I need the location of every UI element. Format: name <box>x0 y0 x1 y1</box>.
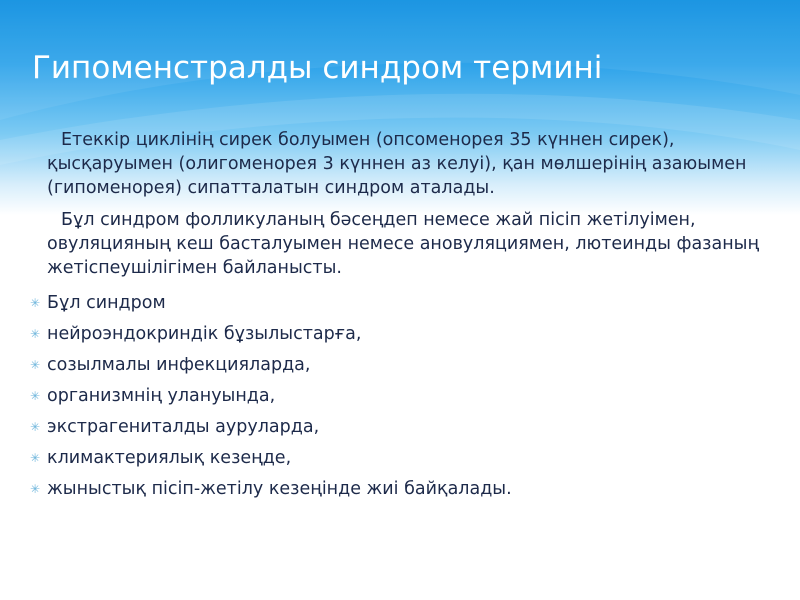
asterisk-icon: ✳ <box>30 389 41 403</box>
list-item-text: климактериялық кезеңде, <box>47 448 292 468</box>
asterisk-icon: ✳ <box>30 358 41 372</box>
paragraph: Бұл синдром фолликуланың бәсеңдеп немесе жай пісіп жетілуімен, овуляцияның кеш басталуымен немесе ановуляциямен, лютеинды фазаның жетіспеушілігімен байланысты. <box>47 210 760 278</box>
list-item-text: Бұл синдром <box>47 293 166 313</box>
list-item <box>30 474 775 505</box>
list-item <box>30 350 775 381</box>
list-item <box>30 319 775 350</box>
bullet-list <box>30 288 775 505</box>
list-item-text: экстрагениталды ауруларда, <box>47 417 320 437</box>
list-item <box>30 381 775 412</box>
list-item <box>30 443 775 474</box>
list-item-text: нейроэндокриндік бұзылыстарға, <box>47 324 362 344</box>
slide-content <box>30 128 775 505</box>
list-item <box>30 412 775 443</box>
slide-title: Гипоменстралды синдром термині <box>32 50 603 86</box>
list-item-text: созылмалы инфекцияларда, <box>47 355 311 375</box>
asterisk-icon: ✳ <box>30 296 41 310</box>
list-item-text: организмнің улануында, <box>47 386 276 406</box>
paragraph: Етеккір циклінің сирек болуымен (опсоменорея 35 күннен сирек), қысқаруымен (олигоменорея 3 күннен аз келуі), қан мөлшерінің азаюымен (гипоменорея) сипатталатын синдром аталады. <box>47 130 747 198</box>
list-item-text: жыныстық пісіп-жетілу кезеңінде жиі байқалады. <box>47 479 512 499</box>
asterisk-icon: ✳ <box>30 482 41 496</box>
list-item <box>30 288 775 319</box>
asterisk-icon: ✳ <box>30 451 41 465</box>
asterisk-icon: ✳ <box>30 327 41 341</box>
asterisk-icon: ✳ <box>30 420 41 434</box>
